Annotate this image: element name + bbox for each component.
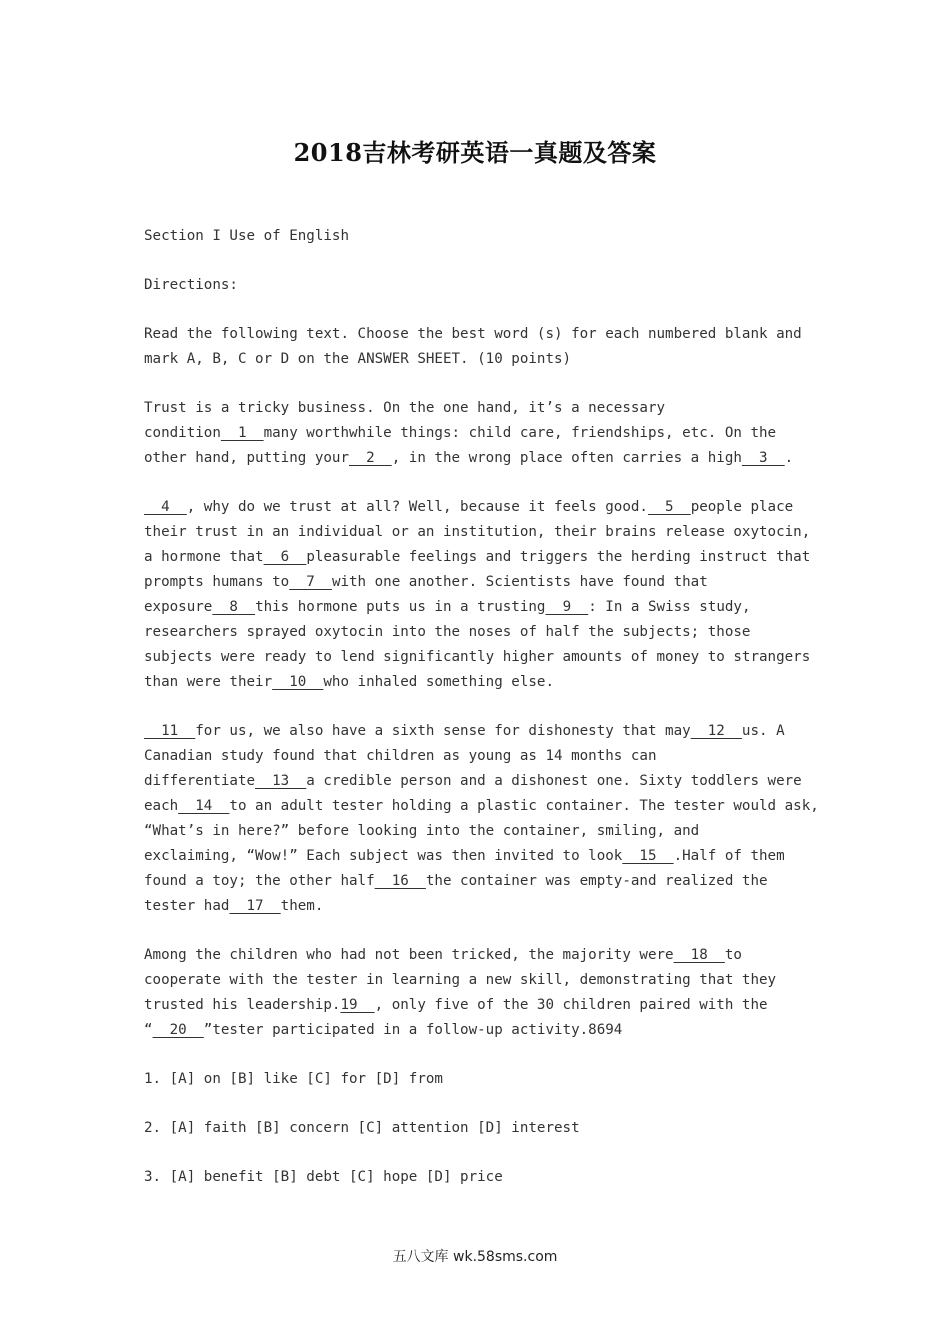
passage-line: [144, 794, 824, 819]
answer-blank: 13: [255, 773, 307, 789]
passage-line: [144, 844, 824, 869]
passage-line: [144, 495, 824, 520]
passage-text: : In a Swiss study,: [588, 599, 751, 615]
passage-text: each: [144, 798, 179, 814]
directions-line: Read the following text. Choose the best word (s) for each numbered blank and: [144, 326, 802, 342]
passage-line: [144, 570, 824, 595]
passage-paragraph: [144, 943, 824, 1043]
section-heading: [144, 224, 824, 249]
option-item: [144, 1165, 824, 1190]
passage-text: than were their: [144, 674, 273, 690]
page-title: 2018吉林考研英语一真题及答案: [293, 138, 657, 167]
answer-blank: 4: [144, 499, 187, 515]
passage-line: [144, 968, 824, 993]
passage-line: [144, 670, 824, 695]
passage-text: them.: [280, 898, 324, 914]
passage-text: many worthwhile things: child care, friendships, etc. On the: [263, 425, 777, 441]
passage: [144, 396, 824, 1043]
passage-text: found a toy; the other half: [144, 873, 375, 889]
passage-text: , only five of the 30 children paired with the: [374, 997, 768, 1013]
option-text: 2. [A] faith [B] concern [C] attention [D] interest: [144, 1120, 580, 1136]
passage-line: [144, 1018, 824, 1043]
passage-text: with one another. Scientists have found that: [331, 574, 708, 590]
passage-line: [144, 396, 824, 421]
passage-line: [144, 869, 824, 894]
option-item: [144, 1116, 824, 1141]
passage-text: Among the children who had not been tricked, the majority were: [144, 947, 674, 963]
answer-blank: 17: [229, 898, 281, 914]
footer-watermark: 五八文库 wk.58sms.com: [392, 1249, 558, 1265]
passage-text: , in the wrong place often carries a high: [391, 450, 742, 466]
passage-line: [144, 993, 824, 1018]
passage-text: exclaiming, “Wow!” Each subject was then invited to look: [144, 848, 623, 864]
answer-blank: 14: [178, 798, 230, 814]
passage-line: [144, 545, 824, 570]
passage-line: [144, 620, 824, 645]
passage-text: condition: [144, 425, 221, 441]
option-text: 3. [A] benefit [B] debt [C] hope [D] price: [144, 1169, 503, 1185]
passage-text: people place: [690, 499, 794, 515]
passage-text: who inhaled something else.: [323, 674, 554, 690]
passage-text: differentiate: [144, 773, 256, 789]
passage-text: subjects were ready to lend significantly higher amounts of money to strangers: [144, 649, 811, 665]
answer-blank: 8: [212, 599, 256, 615]
answer-blank: 9: [545, 599, 589, 615]
answer-blank: 10: [272, 674, 324, 690]
passage-paragraph: [144, 495, 824, 695]
answer-blank: 5: [647, 499, 691, 515]
passage-text: this hormone puts us in a trusting: [255, 599, 546, 615]
passage-paragraph: [144, 396, 824, 471]
passage-line: [144, 744, 824, 769]
passage-text: trusted his leadership.: [144, 997, 341, 1013]
passage-text: tester had: [144, 898, 230, 914]
answer-blank: 11: [144, 723, 196, 739]
answer-blank: 12: [690, 723, 742, 739]
passage-line: [144, 719, 824, 744]
passage-text: a credible person and a dishonest one. Sixty toddlers were: [306, 773, 802, 789]
answer-blank: 2: [349, 450, 392, 466]
directions-text: [144, 322, 824, 372]
passage-text: Trust is a tricky business. On the one hand, it’s a necessary: [144, 400, 666, 416]
passage-text: “What’s in here?” before looking into the container, smiling, and: [144, 823, 700, 839]
answer-blank: 18: [673, 947, 725, 963]
directions-label: [144, 273, 824, 298]
answer-blank: 15: [622, 848, 674, 864]
passage-text: other hand, putting your: [144, 450, 349, 466]
answer-blank: 3: [741, 450, 785, 466]
answer-blank: 19: [340, 997, 375, 1013]
section-heading-text: Section I Use of English: [144, 228, 349, 244]
passage-line: [144, 819, 824, 844]
directions-line: mark A, B, C or D on the ANSWER SHEET. (10 points): [144, 351, 572, 367]
passage-text: exposure: [144, 599, 213, 615]
directions-label-text: Directions:: [144, 277, 238, 293]
passage-paragraph: [144, 719, 824, 919]
passage-text: researchers sprayed oxytocin into the noses of half the subjects; those: [144, 624, 751, 640]
passage-line: [144, 769, 824, 794]
passage-text: .Half of them: [673, 848, 785, 864]
passage-line: [144, 943, 824, 968]
passage-line: [144, 645, 824, 670]
passage-text: ”tester participated in a follow-up activity.8694: [203, 1022, 623, 1038]
passage-line: [144, 894, 824, 919]
passage-text: for us, we also have a sixth sense for dishonesty that may: [195, 723, 691, 739]
answer-blank: 7: [289, 574, 332, 590]
option-text: 1. [A] on [B] like [C] for [D] from: [144, 1071, 443, 1087]
passage-text: to an adult tester holding a plastic container. The tester would ask,: [229, 798, 819, 814]
passage-line: [144, 421, 824, 446]
answer-blank: 20: [152, 1022, 204, 1038]
passage-text: prompts humans to: [144, 574, 290, 590]
passage-text: to: [724, 947, 742, 963]
answer-blank: 6: [263, 549, 307, 565]
passage-text: cooperate with the tester in learning a new skill, demonstrating that they: [144, 972, 777, 988]
passage-line: [144, 446, 824, 471]
passage-text: their trust in an individual or an institution, their brains release oxytocin,: [144, 524, 811, 540]
passage-line: [144, 520, 824, 545]
passage-text: pleasurable feelings and triggers the herding instruct that: [306, 549, 811, 565]
answer-blank: 1: [220, 425, 264, 441]
passage-line: [144, 595, 824, 620]
answer-blank: 16: [374, 873, 426, 889]
passage-text: .: [784, 450, 794, 466]
passage-text: us. A: [741, 723, 785, 739]
passage-text: “: [144, 1022, 153, 1038]
passage-text: Canadian study found that children as young as 14 months can: [144, 748, 657, 764]
passage-text: a hormone that: [144, 549, 264, 565]
passage-text: the container was empty-and realized the: [425, 873, 768, 889]
document-body: [144, 224, 824, 1214]
passage-text: , why do we trust at all? Well, because it feels good.: [186, 499, 648, 515]
option-item: [144, 1067, 824, 1092]
